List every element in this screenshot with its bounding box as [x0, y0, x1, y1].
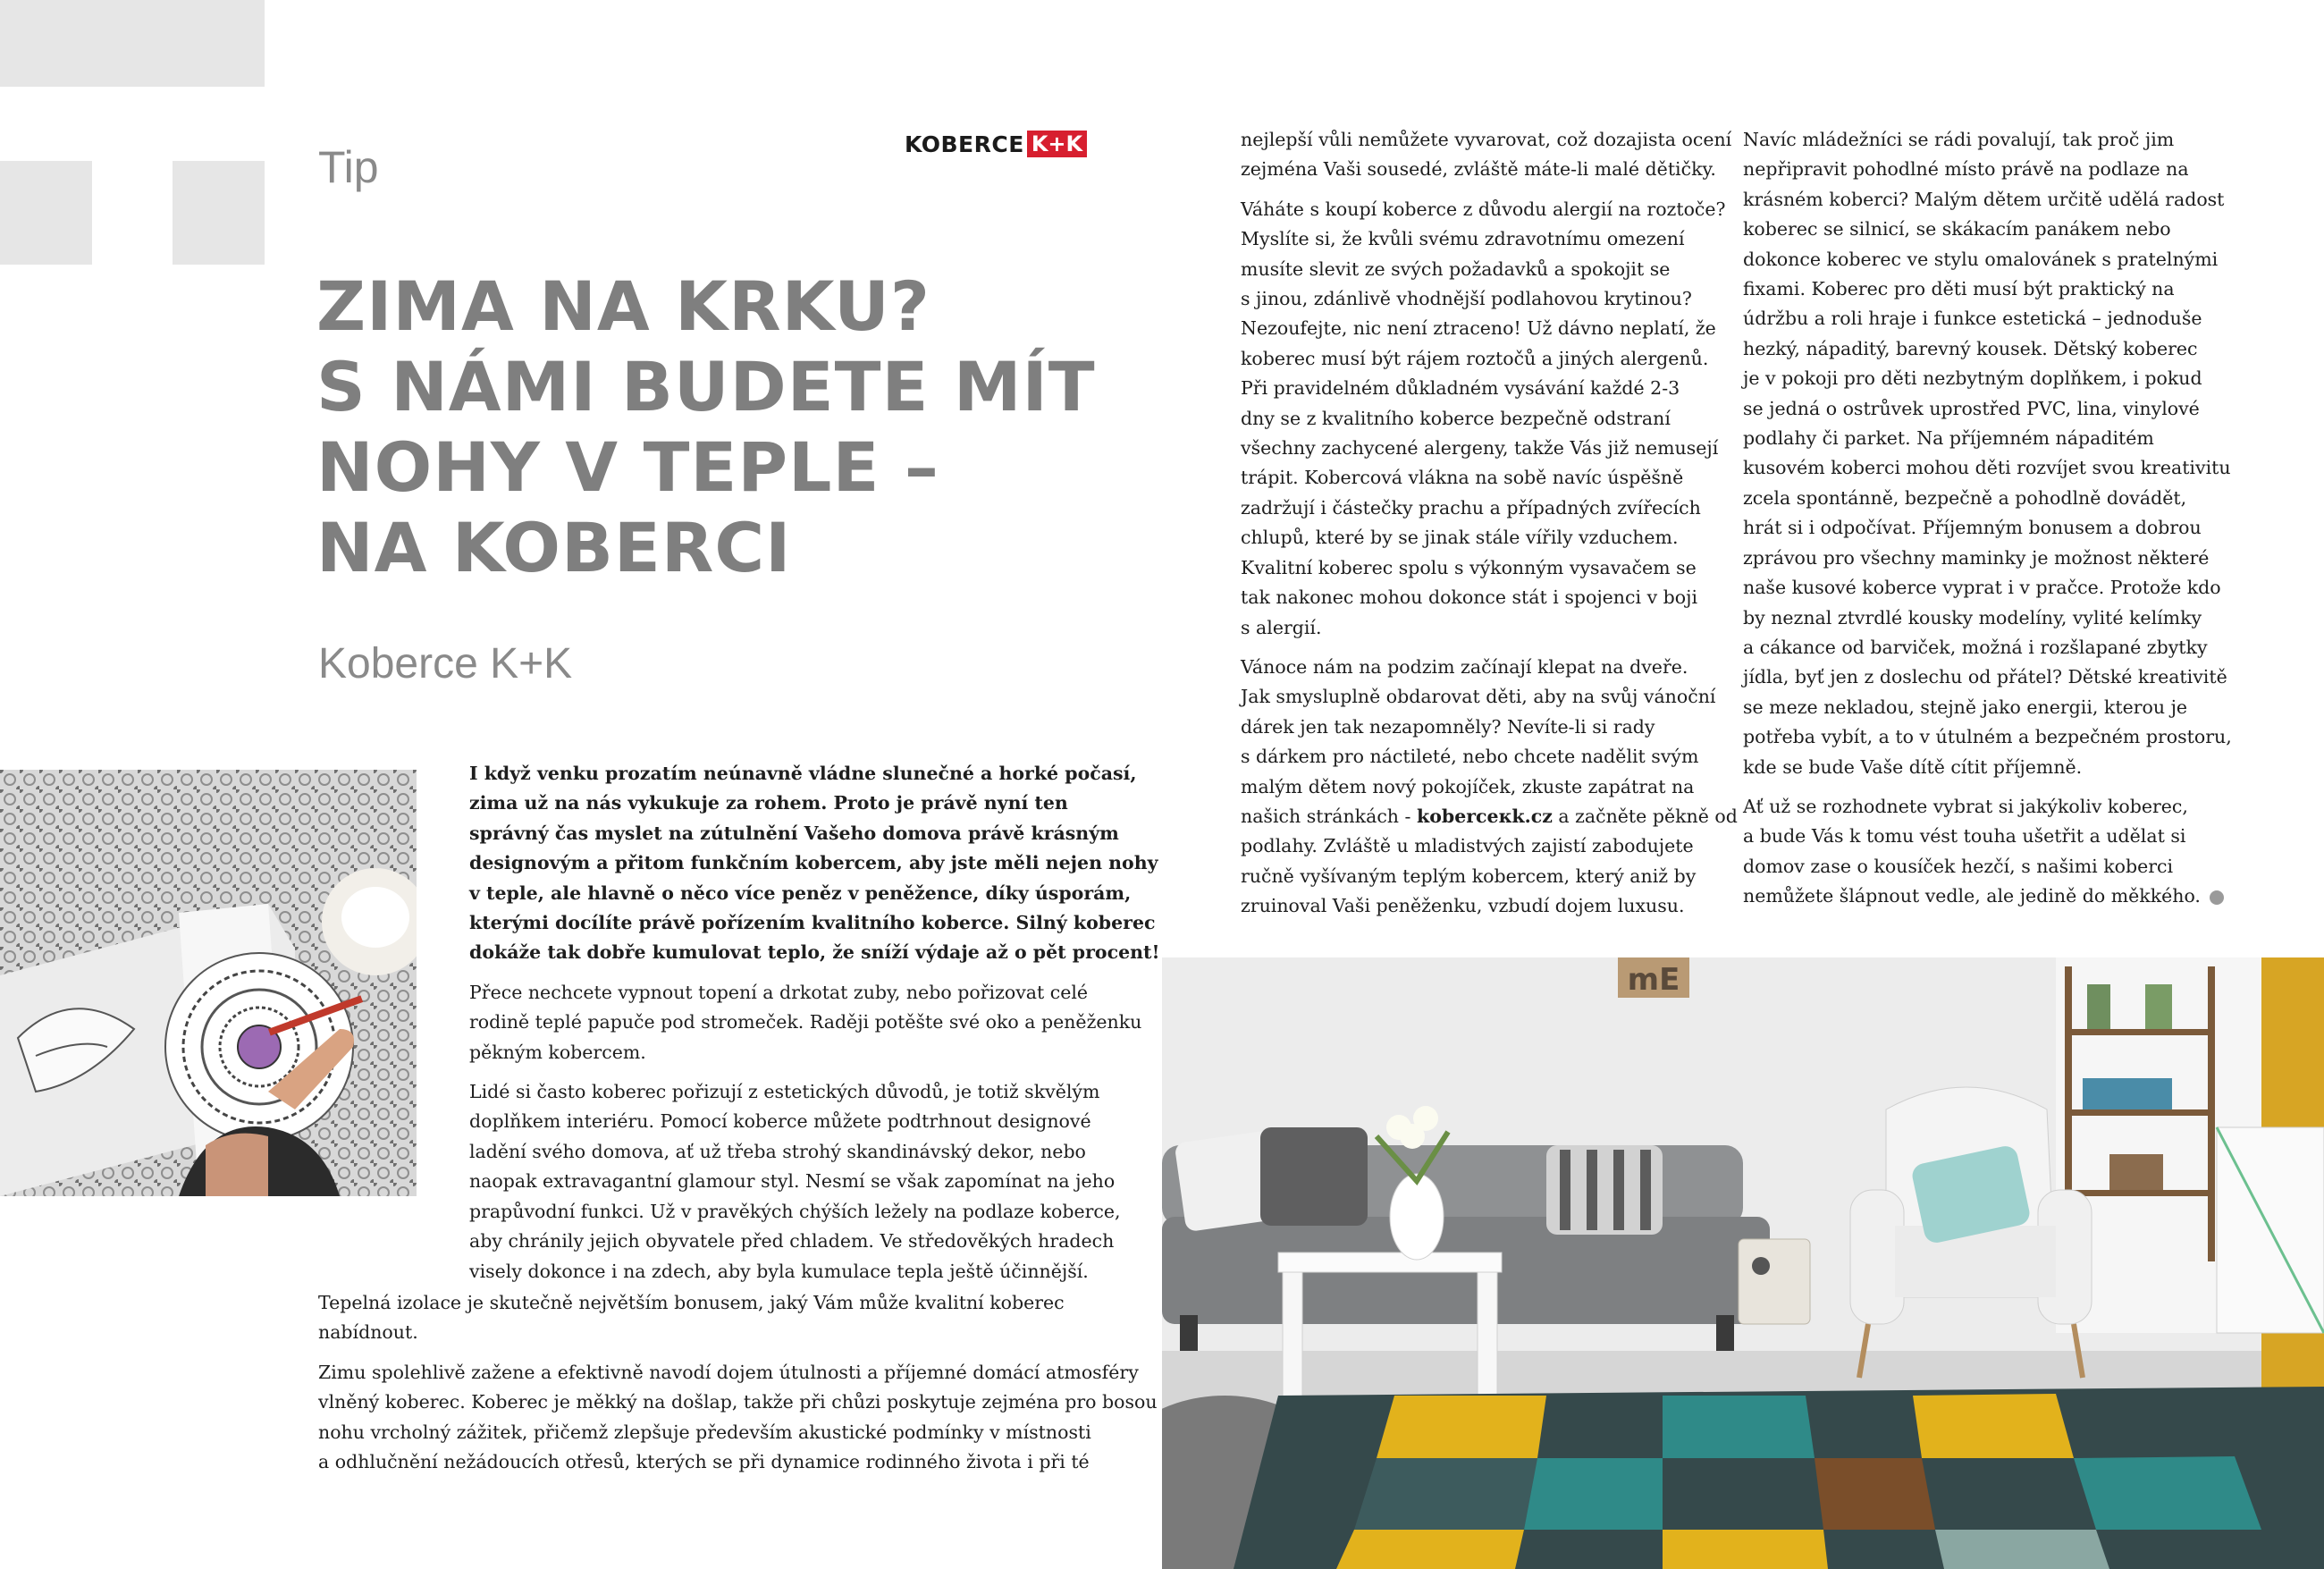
body-paragraph: Váháte s koupí koberce z důvodu alergií na roztoče? Myslíte si, že kvůli svému zdravotnímu omezení musíte slevit ze svých požadavků a spokojit se s jinou, zdánlivě vhodnější podlahovou krytinou? Nezoufejte, nic není ztraceno! Už dávno neplatí, že koberec musí být rájem roztočů a jiných alergenů. Při pravidelném důkladném vysávání každé 2-3 dny se z kvalitního koberce bezpečně odstraní všechny zachycené alergeny, takže Vás již nemusejí trápit. Kobercová vlákna na sobě navíc úspěšně zadržují i částečky prachu a případných zvířecích chlupů, které by se jinak stále vířily vzduchem. Kvalitní koberec spolu s výkonným vysavačem se tak nakonec mohou dokonce stát i spojenci v boji s alergií. [1241, 198, 1726, 638]
headline-line: NOHY V TEPLE – [316, 427, 939, 507]
body-paragraph: nejlepší vůli nemůžete vyvarovat, což dozajista ocení zejména Vaši sousedé, zvláště máte-li malé dětičky. [1241, 129, 1732, 181]
living-room-photo [1162, 957, 2324, 1569]
lead-paragraph: I když venku prozatím neúnavně vládne slunečné a horké počasí, zima už na nás vykukuje za rohem. Proto je právě nyní ten správný čas myslet na zútulnění Vašeho domova právě krásným designovým a přitom funkčním kobercem, aby jste měli nejen nohy v teple, ale hlavně o něco více peněz v peněžence, díky úsporám, kterými docílíte právě pořízením kvalitního koberce. Silný koberec dokáže tak dobře kumulovat teplo, že sníží výdaje až o pět procent! [469, 763, 1160, 964]
article-column-1-wide [318, 1288, 1158, 1477]
article-headline [316, 266, 1096, 588]
article-column-3 [1743, 125, 2232, 912]
headline-line: ZIMA NA KRKU? [316, 266, 930, 346]
body-paragraph: Lidé si často koberec pořizují z estetických důvodů, je totiž skvělým doplňkem interiéru. Pomocí koberce můžete podtrhnout designové ladění svého domova, ať už třeba strohý skandinávský dekor, nebo naopak extravagantní glamour styl. Nesmí se však zapomínat na jeho prapůvodní funkci. Už v pravěkých chýších ležely na podlaze koberce, aby chránily jejich obyvatele před chladem. Ve středověkých hradech visely dokonce i na zdech, aby byla kumulace tepla ještě účinnější. [469, 1081, 1121, 1282]
body-paragraph: Ať už se rozhodnete vybrat si jakýkoliv koberec, a bude Vás k tomu vést touha ušetřit a udělat si domov zase o kousíček hezčí, s našimi koberci nemůžete šlápnout vedle, ale jedině do měkkého. [1743, 792, 2232, 912]
section-tag: Tip [318, 142, 379, 192]
end-of-article-icon [2210, 890, 2224, 905]
article-column-2 [1241, 125, 1738, 922]
coloring-book-photo [0, 770, 417, 1196]
brand-logo [905, 131, 1087, 157]
body-paragraph: Vánoce nám na podzim začínají klepat na dveře. Jak smysluplně obdarovat děti, aby na svůj vánoční dárek jen tak nezapomněly? Nevíte-li si rady s dárkem pro náctileté, nebo chcete nadělit svým malým dětem nový pokojíček, zkuste zapátrat na našich stránkách - koberceкk.cz a začněte pěkně od podlahy. Zvláště u mladistvých zajistí zabodujete ručně vyšívaným teplým kobercem, který aniž by zruinoval Vaši peněženku, vzbudí dojem luxusu. [1241, 655, 1738, 917]
corner-decor-right [173, 161, 265, 265]
body-paragraph: Zimu spolehlivě zažene a efektivně navodí dojem útulnosti a příjemné domácí atmosféry vlněný koberec. Koberec je měkký na došlap, takže při chůzi poskytuje zejména pro bosou nohu vrcholný zážitek, přičemž zlepšuje především akustické podmínky v místnosti a odhlučnění nežádoucích otřesů, kterých se při dynamice rodinného života i při té [318, 1361, 1158, 1473]
corner-decor-top [0, 0, 265, 87]
website-link[interactable]: koberceкk.cz [1416, 805, 1553, 827]
body-paragraph: Navíc mládežníci se rádi povalují, tak proč jim nepřipravit pohodlné místo právě na podlaze na krásném koberci? Malým dětem určitě udělá radost koberec se silnicí, se skákacím panákem nebo dokonce koberec ve stylu omalovánek s pratelnými fixami. Koberec pro děti musí být praktický na údržbu a roli hraje i funkce estetická – jednoduše hezký, nápaditý, barevný kousek. Dětský koberec je v pokoji pro děti nezbytným doplňkem, i pokud se jedná o ostrůvek uprostřed PVC, lina, vinylové podlahy či parket. Na příjemném nápaditém kusovém koberci mohou děti rozvíjet svou kreativitu zcela spontánně, bezpečně a pohodlně dovádět, hrát si i odpočívat. Příjemným bonusem a dobrou zprávou pro všechny maminky je možnost některé naše kusové koberce vyprat i v pračce. Protože kdo by neznal ztvrdlé kousky modelíny, vylité kelímky a cákance od barviček, možná i rozšlapané zbytky jídla, byť jen z doslechu od přátel? Dětské kreativitě se meze nekladou, stejně jako energii, kterou je potřeba vybít, a to v útulném a bezpečném prostoru, kde se bude Vaše dítě cítit příjemně. [1743, 129, 2232, 778]
article-column-1 [469, 759, 1160, 1286]
article-byline: Koberce K+K [318, 640, 573, 687]
brand-logo-word: KOBERCE [905, 131, 1024, 157]
room-sign: mE [1627, 962, 1680, 998]
brand-logo-badge: K+K [1027, 131, 1087, 157]
headline-line: S NÁMI BUDETE MÍT [316, 347, 1096, 426]
headline-line: NA KOBERCI [316, 508, 792, 587]
body-paragraph: Přece nechcete vypnout topení a drkotat zuby, nebo pořizovat celé rodině teplé papuče pod stromeček. Raději potěšte své oko a peněženku pěkným kobercem. [469, 981, 1142, 1063]
corner-decor-left [0, 161, 92, 265]
body-paragraph: Tepelná izolace je skutečně největším bonusem, jaký Vám může kvalitní koberec nabídnout. [318, 1292, 1065, 1344]
